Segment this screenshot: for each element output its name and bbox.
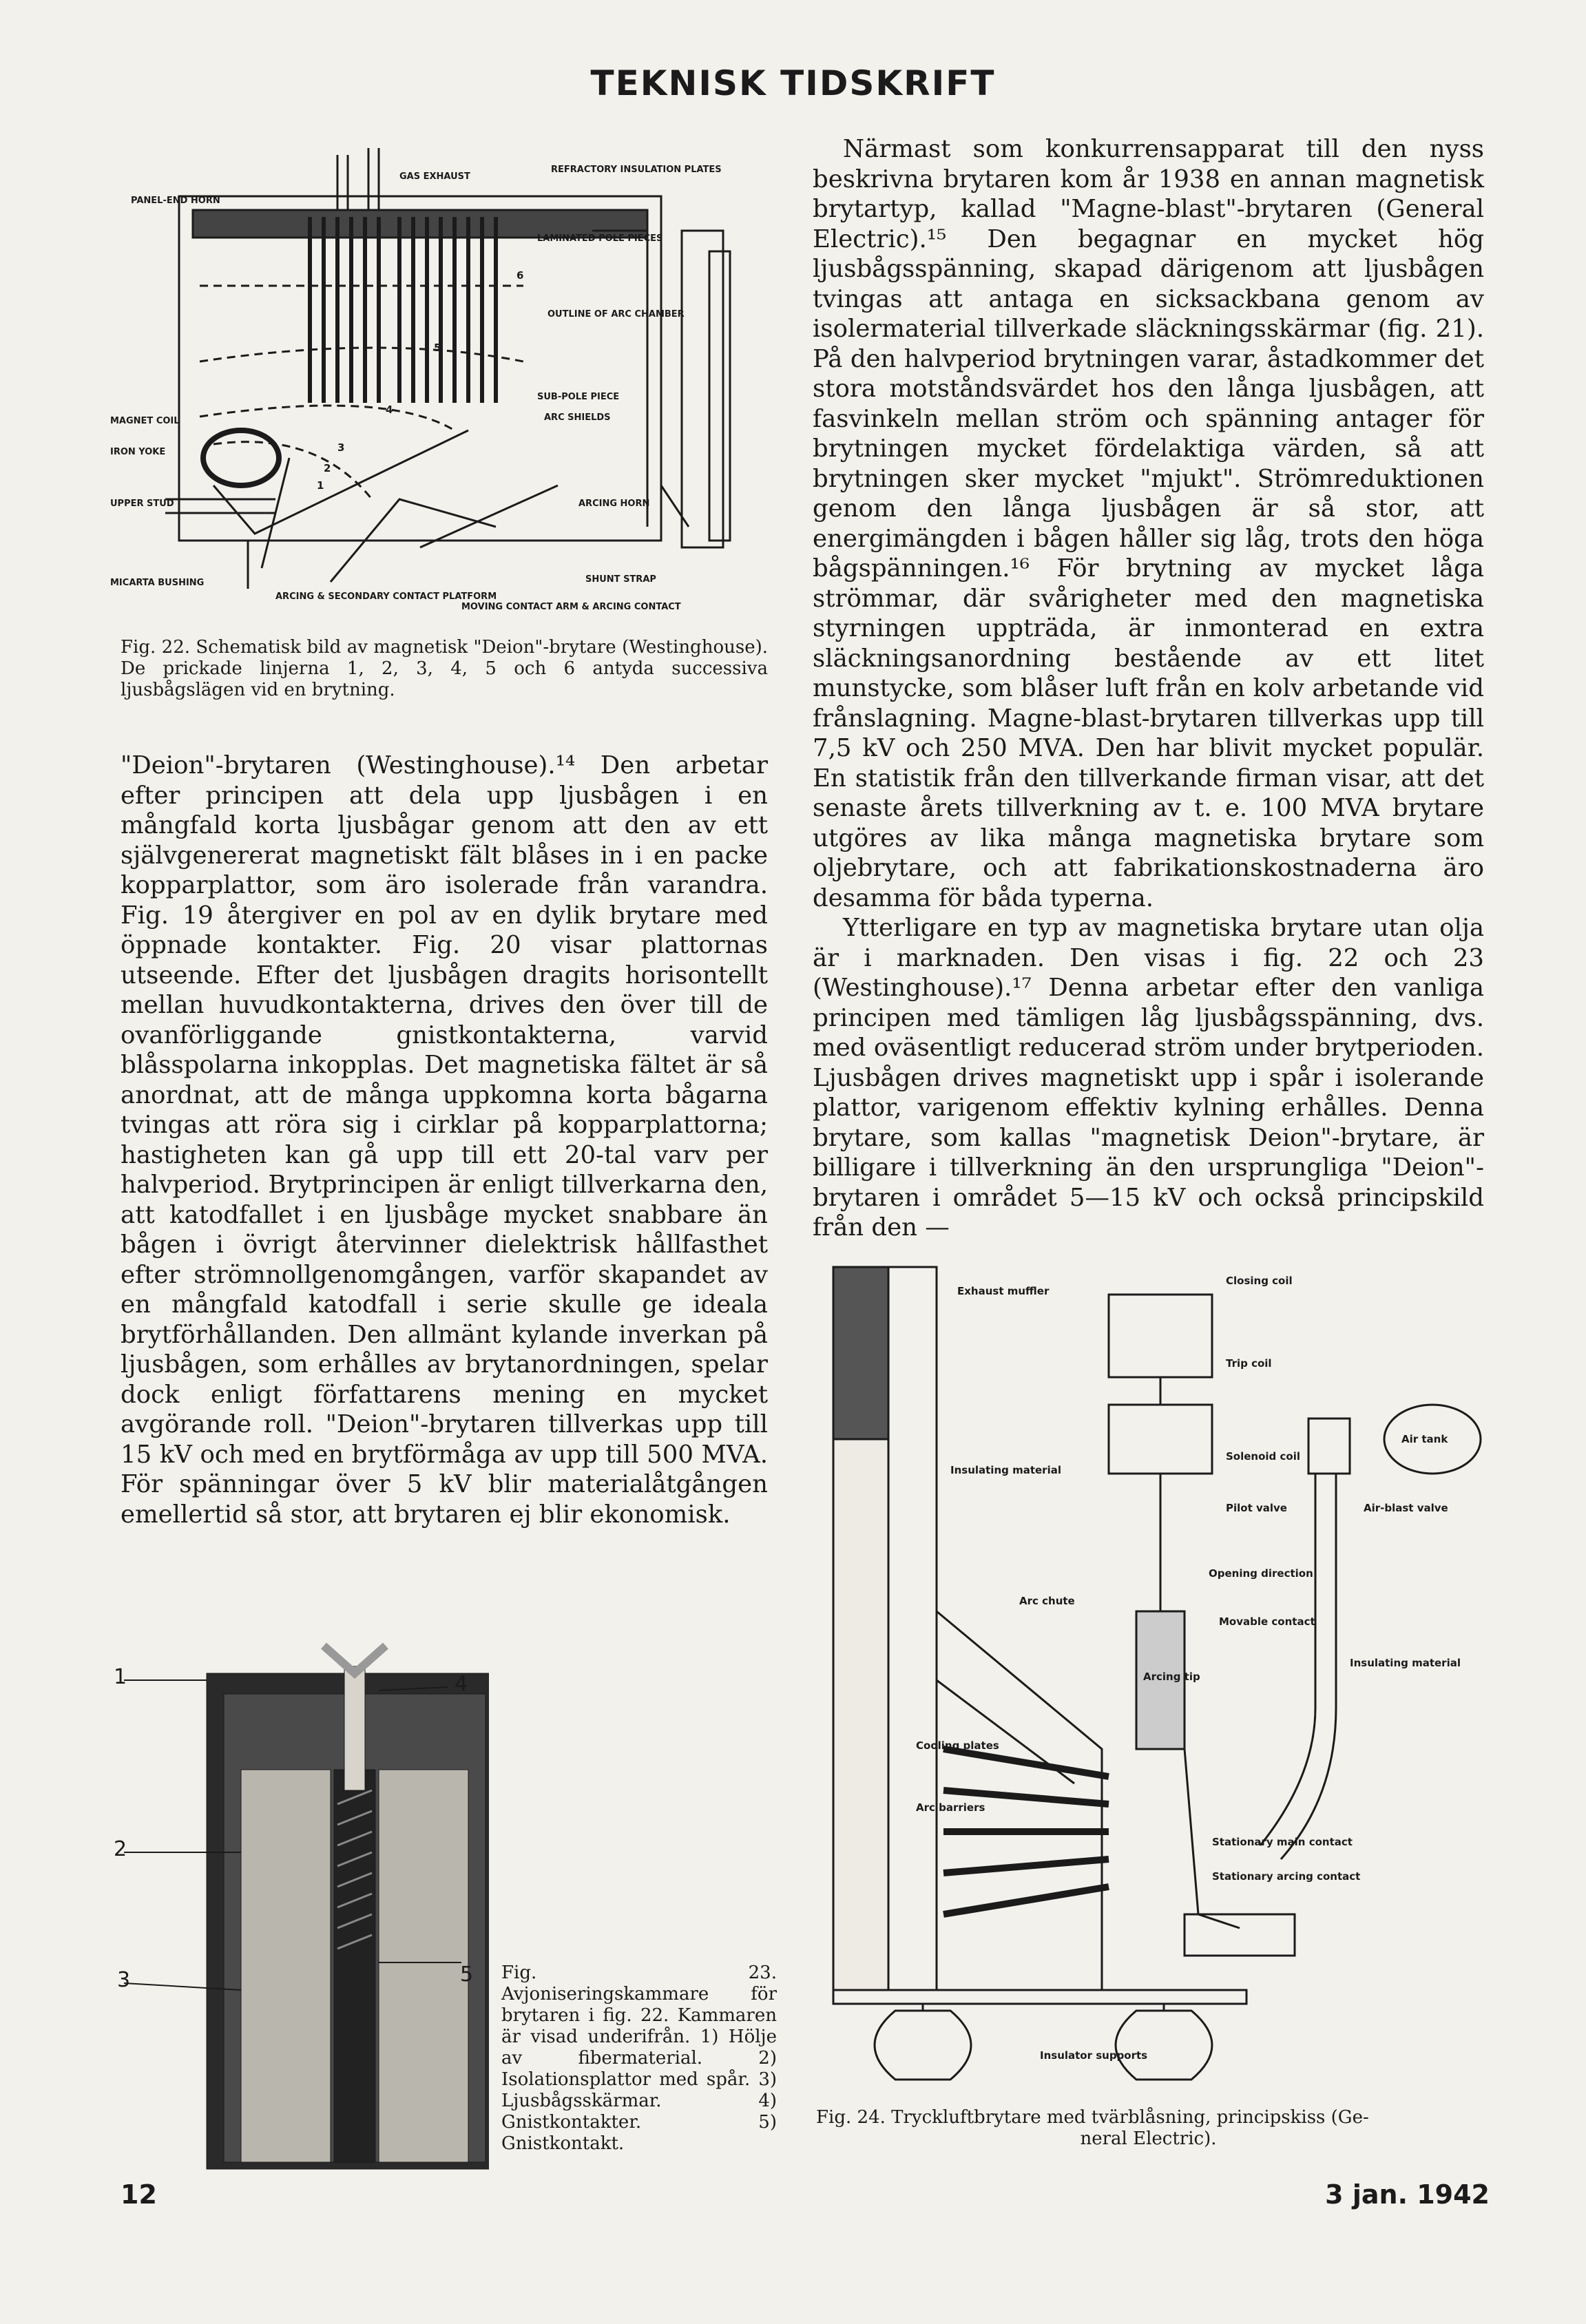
label-arcing-secondary: ARCING & SECONDARY CONTACT PLATFORM: [275, 592, 497, 602]
fig23-number-3: 3: [117, 1968, 131, 1992]
fig23-number-1: 1: [114, 1665, 127, 1689]
label-iron-yoke: IRON YOKE: [110, 447, 166, 457]
label-moving-contact: MOVING CONTACT ARM & ARCING CONTACT: [461, 602, 681, 612]
fig23-number-2: 2: [114, 1837, 127, 1861]
label-movable: Movable contact: [1219, 1615, 1315, 1628]
label-closing-coil: Closing coil: [1226, 1275, 1293, 1287]
label-refractory: REFRACTORY INSULATION PLATES: [551, 165, 722, 175]
label-panel-end-horn: PANEL-END HORN: [131, 196, 220, 206]
label-dot-5: 5: [434, 342, 441, 354]
fig23-caption: Fig. 23. Avjoniseringskammare för brytaren i fig. 22. Kammaren är visad underifrån. 1) Hölje av fibermaterial. 2) Isolationsplattor med spår. 3) Ljusbågsskärmar. 4) Gnistkontakter. 5) Gnistkontakt.: [501, 1962, 777, 2154]
label-upper-stud: UPPER STUD: [110, 499, 174, 509]
label-outline: OUTLINE OF ARC CHAMBER: [547, 309, 685, 320]
label-insulator-supports: Insulator supports: [1040, 2049, 1148, 2062]
label-arc-barriers: Arc barriers: [916, 1801, 985, 1814]
label-opening: Opening direction: [1209, 1567, 1313, 1580]
journal-title: TEKNISK TIDSKRIFT: [590, 63, 996, 103]
label-micarta: MICARTA BUSHING: [110, 578, 205, 588]
label-arc-chute: Arc chute: [1019, 1595, 1075, 1607]
label-solenoid: Solenoid coil: [1226, 1450, 1300, 1463]
fig23-photo: [103, 1577, 489, 2176]
left-column-text: [121, 751, 768, 1529]
label-dot-6: 6: [517, 269, 524, 282]
label-dot-1: 1: [317, 479, 324, 492]
right-column-text: [813, 134, 1484, 1243]
fig22-caption: Fig. 22. Schematisk bild av magnetisk "Deion"-brytare (Westinghouse). De prickade linjerna 1, 2, 3, 4, 5 och 6 antyda successiva ljusbågslägen vid en brytning.: [121, 637, 768, 700]
left-paragraph: "Deion"-brytaren (Westinghouse).¹⁴ Den arbetar efter principen att dela upp ljusbågen i en mångfald korta ljusbågar genom att den av ett självgenererat magnetiskt fält blåses in i en packe kopparplattor, som äro isolerade från varandra. Fig. 19 återgiver en pol av en dylik brytare med öppnade kontakter. Fig. 20 visar plattornas utseende. Efter det ljusbågen dragits horisontellt mellan huvudkontakterna, drives den över till de ovanförliggande gnistkontakterna, varvid blåsspolarna inkopplas. Det magnetiska fältet är så anordnat, att de många uppkomna korta bågarna tvingas att röra sig i cirklar på kopparplattorna; hastigheten kan gå upp till ett 20-tal varv per halvperiod. Brytprincipen är enligt tillverkarna den, att katodfallet i en ljusbåge mycket snabbare än bågen i övrigt återvinner dielektrisk hållfasthet efter strömnollgenomgången, varför skapandet av en mångfald katodfall i serie skulle ge ideala brytförhållanden. Den allmänt kylande inverkan på ljusbågen, som erhålles av brytanordningen, spelar dock enligt författarens mening en mycket avgörande roll. "Deion"-brytaren tillverkas upp till 15 kV och med en brytförmåga av upp till 500 MVA. För spänningar över 5 kV blir materialåtgången emellertid så stor, att brytaren ej blir ekonomisk.: [121, 751, 768, 1529]
fig22-diagram: [110, 141, 771, 630]
label-air-blast-valve: Air-blast valve: [1364, 1502, 1448, 1514]
page-number: 12: [121, 2179, 157, 2210]
fig23-number-4: 4: [455, 1672, 468, 1696]
label-cooling-plates: Cooling plates: [916, 1739, 999, 1752]
label-air-tank: Air tank: [1401, 1433, 1448, 1445]
label-stationary-arcing: Stationary arcing contact: [1212, 1870, 1361, 1883]
label-dot-4: 4: [386, 404, 393, 416]
label-insulating-1: Insulating material: [950, 1464, 1061, 1476]
right-paragraph-1: Närmast som konkurrensapparat till den nyss beskrivna brytaren kom år 1938 en annan magnetisk brytartyp, kallad "Magne-blast"-brytaren (General Electric).¹⁵ Den begagnar en mycket hög ljusbågsspänning, skapad därigenom att ljusbågen tvingas att antaga en sicksackbana genom av isolermaterial tillverkade släckningsskärmar (fig. 21). På den halvperiod brytningen varar, åstadkommer det stora motståndsvärdet hos den långa ljusbågen, att fasvinkeln mellan ström och spänning antager för brytningen mycket fördelaktiga värden, så att brytningen sker mycket "mjukt". Strömreduktionen genom den långa ljusbågen är så stor, att energimängden i bågen håller sig låg, trots den höga bågspänningen.¹⁶ För brytning av mycket låga strömmar, där svårigheter med den magnetiska styrningen uppträda, är inmonterad en extra släckningsanordning bestående av ett litet munstycke, som blåser luft från en kolv arbetande vid frånslagning. Magne-blast-brytaren tillverkas upp till 7,5 kV och 250 MVA. Den har blivit mycket populär. En statistik från den tillverkande firman visar, att det senaste årets tillverkning av t. e. 100 MVA brytare utgöres av lika många magnetiska brytare som oljebrytare, och att fabrikationskostnaderna äro desamma för båda typerna.: [813, 135, 1484, 912]
issue-date: 3 jan. 1942: [1325, 2179, 1490, 2210]
label-insulating-2: Insulating material: [1350, 1657, 1461, 1669]
label-dot-3: 3: [337, 441, 345, 454]
label-exhaust-muffler: Exhaust muffler: [957, 1285, 1050, 1297]
label-shunt-strap: SHUNT STRAP: [585, 574, 656, 585]
label-laminated: LAMINATED POLE PIECES: [537, 233, 663, 244]
label-stationary-main: Stationary main contact: [1212, 1836, 1353, 1848]
label-trip-coil: Trip coil: [1226, 1357, 1272, 1370]
fig23-number-5: 5: [460, 1962, 474, 1987]
right-paragraph-2: Ytterligare en typ av magnetiska brytare utan olja är i marknaden. Den visas i fig. 22 och 23 (Westinghouse).¹⁷ Denna arbetar efter den vanliga principen med tämligen låg ljusbågsspänning, dvs. med oväsentligt reducerad ström under brytperioden. Ljusbågen drives magnetiskt upp i spår i isolerande plattor, varigenom effektiv kylning erhålles. Denna brytare, som kallas "magnetisk Deion"-brytare, är billigare i tillverkning än den ursprungliga "Deion"-brytaren i området 5—15 kV och också principskild från den —: [813, 914, 1484, 1242]
fig24-caption: Fig. 24. Tryckluftbrytare med tvärblåsning, principskiss (Ge- neral Electric).: [816, 2107, 1369, 2149]
label-arcing-tip: Arcing tip: [1143, 1671, 1200, 1683]
label-magnet-coil: MAGNET COIL: [110, 416, 180, 426]
label-arc-shields: ARC SHIELDS: [544, 412, 611, 423]
fig24-diagram: [813, 1253, 1501, 2100]
label-arcing-horn: ARCING HORN: [578, 499, 650, 509]
label-sub-pole: SUB-POLE PIECE: [537, 392, 620, 402]
label-dot-2: 2: [324, 462, 331, 474]
label-gas-exhaust: GAS EXHAUST: [399, 171, 470, 182]
label-pilot-valve: Pilot valve: [1226, 1502, 1287, 1514]
